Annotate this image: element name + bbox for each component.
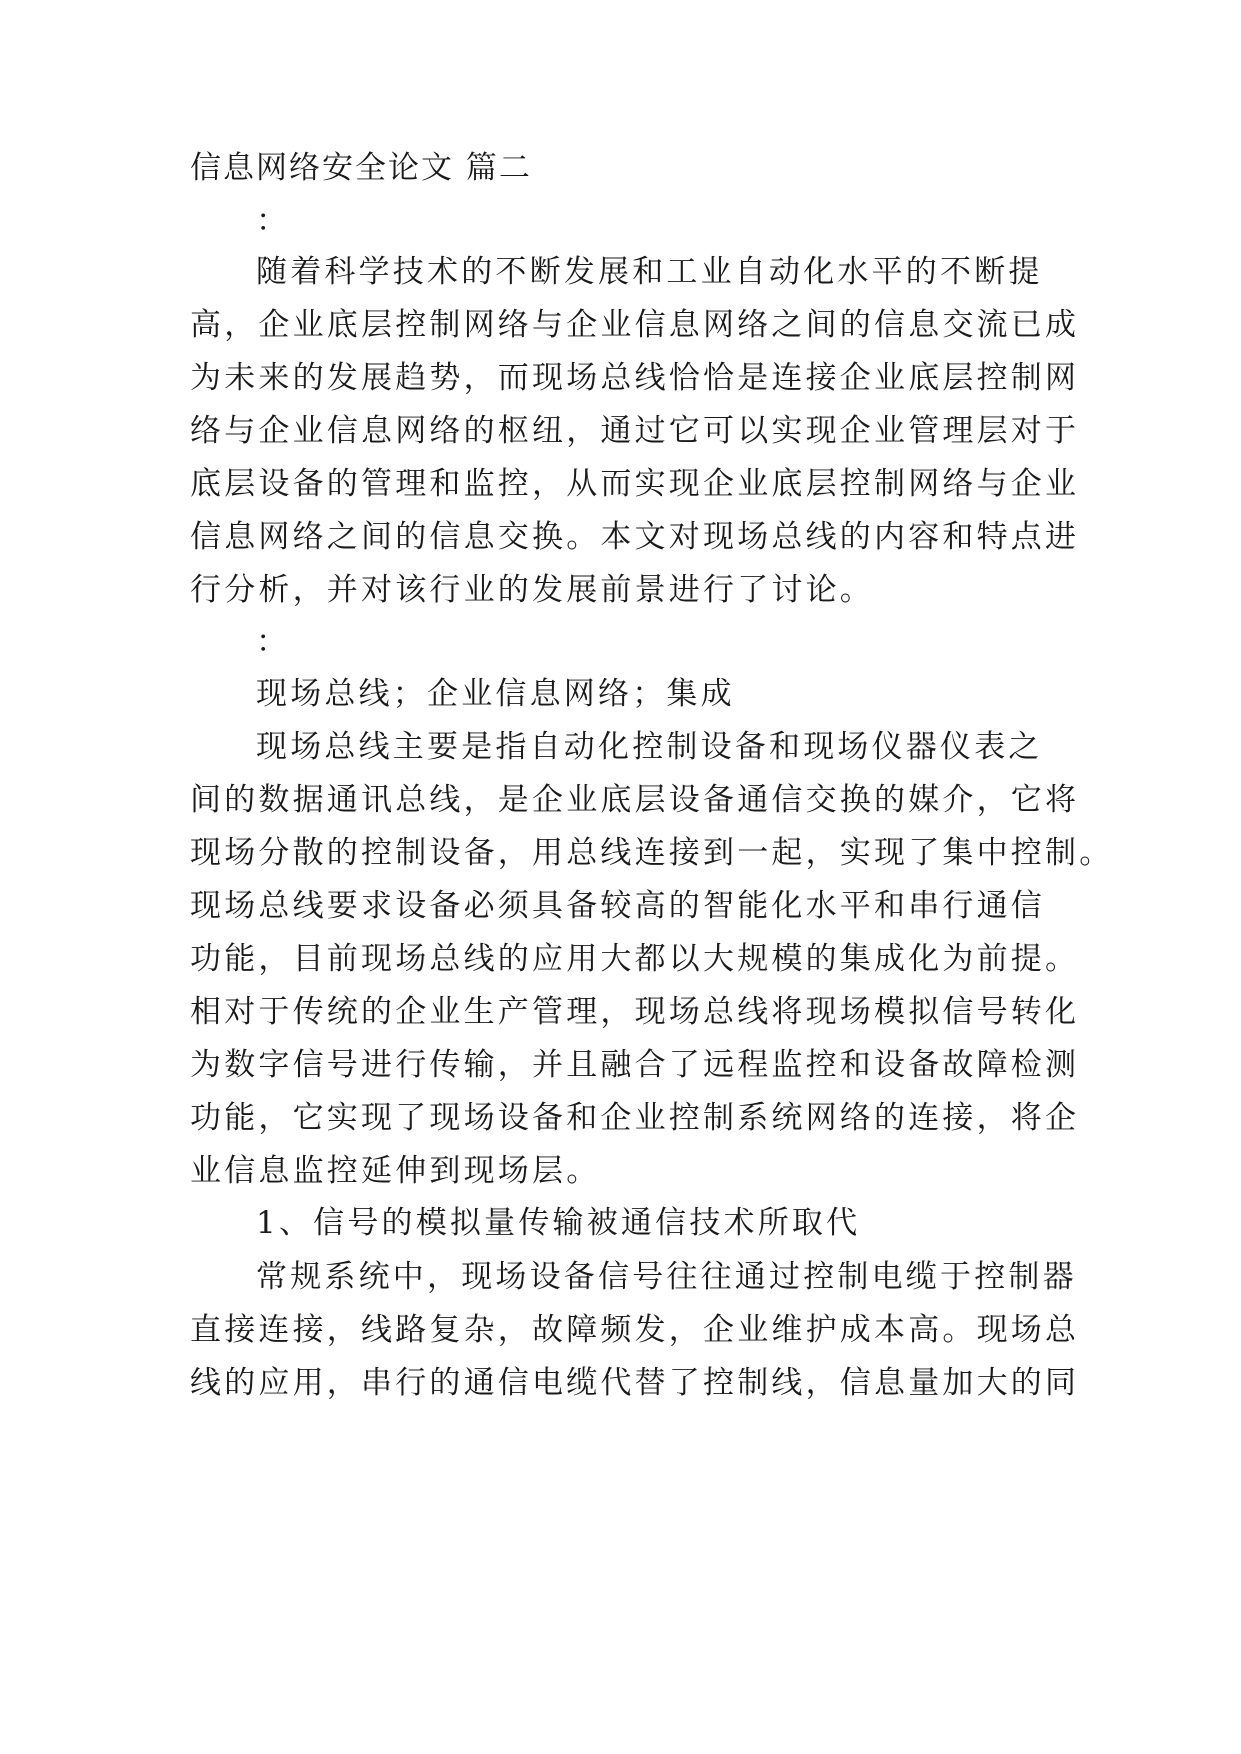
body-line: 现场分散的控制设备，用总线连接到一起，实现了集中控制。 [190, 835, 1114, 871]
abstract-line: 络与企业信息网络的枢纽，通过它可以实现企业管理层对于 [190, 413, 1080, 449]
abstract-line: 随着科学技术的不断发展和工业自动化水平的不断提 [256, 254, 1043, 290]
body-line: 现场总线主要是指自动化控制设备和现场仪器仪表之 [256, 729, 1043, 765]
abstract-line: 底层设备的管理和监控，从而实现企业底层控制网络与企业 [190, 466, 1080, 502]
abstract-label: ： [256, 203, 291, 239]
body-line: 功能，它实现了现场设备和企业控制系统网络的连接，将企 [190, 1100, 1080, 1136]
section-line: 直接连接，线路复杂，故障频发，企业维护成本高。现场总 [190, 1312, 1080, 1348]
body-line: 为数字信号进行传输，并且融合了远程监控和设备故障检测 [190, 1047, 1080, 1083]
section-line: 常规系统中，现场设备信号往往通过控制电缆于控制器 [256, 1259, 1077, 1295]
abstract-line: 高，企业底层控制网络与企业信息网络之间的信息交流已成 [190, 307, 1080, 343]
document-title: 信息网络安全论文 篇二 [190, 150, 532, 186]
keywords: 现场总线；企业信息网络；集成 [256, 676, 735, 712]
abstract-line: 信息网络之间的信息交换。本文对现场总线的内容和特点进 [190, 519, 1080, 555]
keywords-label: ： [256, 624, 291, 660]
body-line: 间的数据通讯总线，是企业底层设备通信交换的媒介，它将 [190, 782, 1080, 818]
section-heading: 1、信号的模拟量传输被通信技术所取代 [256, 1205, 861, 1241]
abstract-line: 行分析，并对该行业的发展前景进行了讨论。 [190, 572, 874, 608]
body-line: 业信息监控延伸到现场层。 [190, 1153, 601, 1189]
section-line: 线的应用，串行的通信电缆代替了控制线，信息量加大的同 [190, 1365, 1080, 1401]
body-line: 相对于传统的企业生产管理，现场总线将现场模拟信号转化 [190, 994, 1080, 1030]
abstract-line: 为未来的发展趋势，而现场总线恰恰是连接企业底层控制网 [190, 360, 1080, 396]
body-line: 功能，目前现场总线的应用大都以大规模的集成化为前提。 [190, 941, 1080, 977]
body-line: 现场总线要求设备必须具备较高的智能化水平和串行通信 [190, 888, 1045, 924]
